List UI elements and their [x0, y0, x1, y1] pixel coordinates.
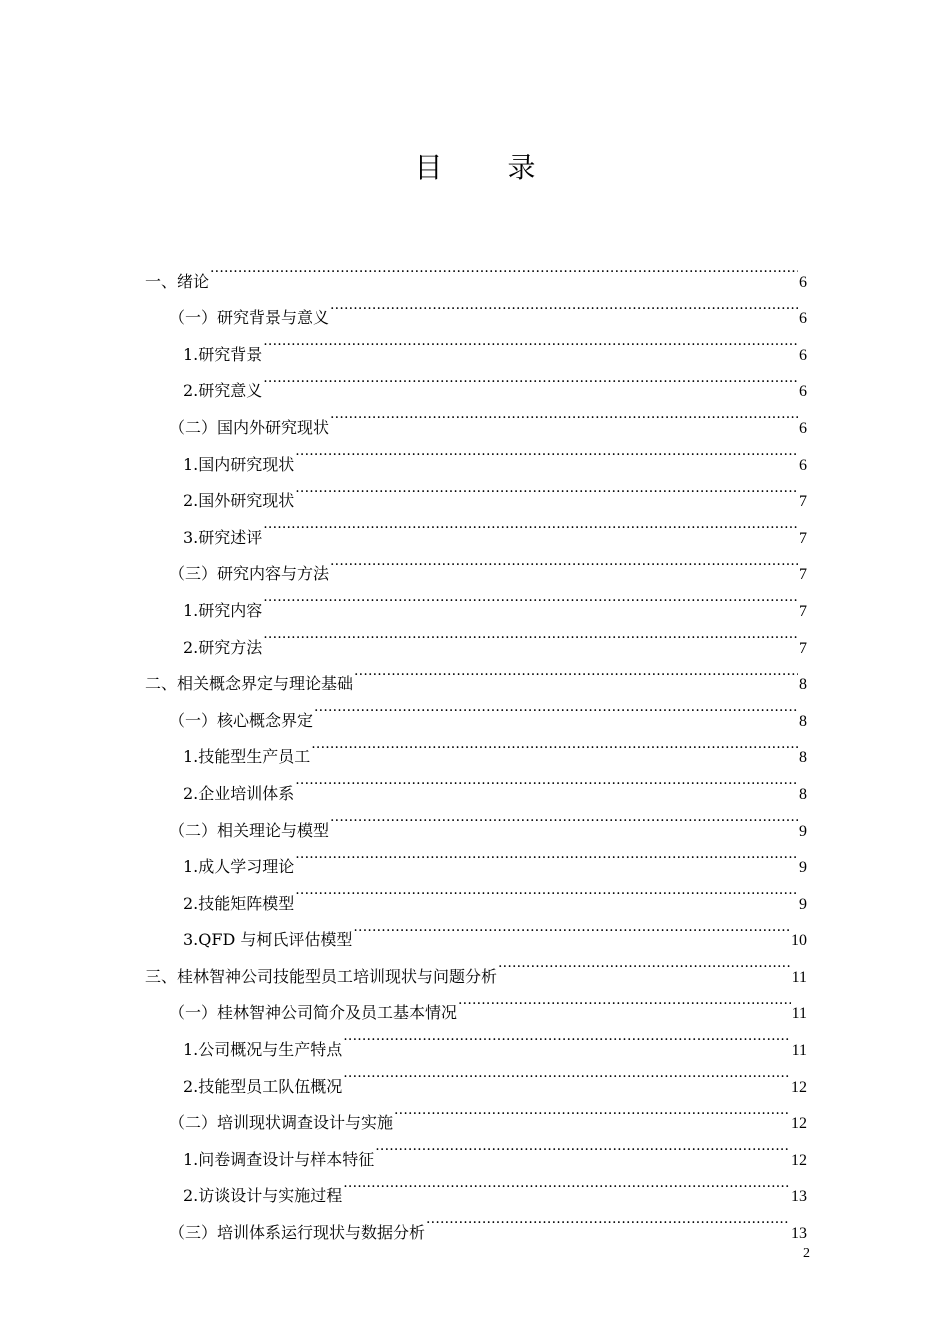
toc-leader-dots [314, 689, 798, 726]
toc-entry-label: 1.公司概况与生产特点 [183, 1040, 343, 1060]
table-of-contents [145, 250, 807, 1243]
toc-leader-dots [263, 360, 798, 397]
toc-leader-dots [263, 506, 798, 543]
toc-entry-label: （一）研究背景与意义 [169, 308, 330, 328]
toc-leader-dots [353, 909, 790, 946]
toc-entry-page: 11 [791, 1005, 807, 1023]
toc-entry-page: 7 [799, 566, 807, 584]
toc-entry-label: 一、绪论 [145, 271, 210, 291]
toc-entry-page: 6 [799, 310, 807, 328]
page-number: 2 [803, 1246, 810, 1261]
toc-entry[interactable] [145, 250, 807, 291]
toc-leader-dots [263, 323, 798, 360]
toc-entry-page: 6 [799, 419, 807, 437]
toc-entry[interactable] [145, 287, 807, 328]
toc-entry-page: 6 [799, 346, 807, 364]
toc-entry-page: 6 [799, 273, 807, 291]
toc-leader-dots [426, 1201, 790, 1238]
toc-entry-page: 6 [799, 456, 807, 474]
toc-entry-page: 13 [791, 1225, 807, 1243]
toc-entry-page: 7 [799, 639, 807, 657]
toc-entry-label: 1.技能型生产员工 [183, 747, 311, 767]
toc-entry-page: 7 [799, 602, 807, 620]
toc-entry-label: （二）相关理论与模型 [169, 820, 330, 840]
toc-entry-label: （三）培训体系运行现状与数据分析 [169, 1223, 426, 1243]
toc-entry-label: 2.研究意义 [183, 381, 263, 401]
toc-leader-dots [295, 762, 798, 799]
toc-entry-page: 11 [791, 968, 807, 986]
toc-entry-label: （一）核心概念界定 [169, 710, 314, 730]
toc-entry-page: 6 [799, 383, 807, 401]
toc-leader-dots [263, 616, 798, 653]
toc-entry-label: （二）培训现状调查设计与实施 [169, 1113, 394, 1133]
toc-entry-page: 8 [799, 676, 807, 694]
toc-entry-label: 二、相关概念界定与理论基础 [145, 674, 354, 694]
toc-entry-page: 9 [799, 859, 807, 877]
toc-entry-label: 2.研究方法 [183, 637, 263, 657]
toc-entry-label: 三、桂林智神公司技能型员工培训现状与问题分析 [145, 966, 498, 986]
toc-leader-dots [330, 287, 798, 324]
toc-entry-page: 12 [791, 1151, 807, 1169]
toc-entry-label: 3.研究述评 [183, 527, 263, 547]
toc-entry-page: 11 [791, 1042, 807, 1060]
toc-leader-dots [343, 1165, 790, 1202]
toc-leader-dots [330, 799, 798, 836]
toc-entry-page: 8 [799, 712, 807, 730]
toc-leader-dots [311, 726, 798, 763]
toc-entry-label: 2.企业培训体系 [183, 783, 295, 803]
toc-entry-page: 9 [799, 895, 807, 913]
toc-entry-label: 2.访谈设计与实施过程 [183, 1186, 343, 1206]
toc-leader-dots [263, 579, 798, 616]
toc-leader-dots [330, 543, 798, 580]
toc-entry-label: （一）桂林智神公司简介及员工基本情况 [169, 1003, 458, 1023]
toc-entry-label: 2.国外研究现状 [183, 491, 295, 511]
toc-leader-dots [295, 433, 798, 470]
toc-leader-dots [458, 982, 791, 1019]
page-title: 目 录 [414, 151, 564, 184]
toc-leader-dots [375, 1128, 790, 1165]
toc-leader-dots [295, 836, 798, 873]
toc-entry-page: 8 [799, 785, 807, 803]
toc-entry-label: 3.QFD 与柯氏评估模型 [183, 930, 353, 950]
toc-entry-page: 12 [791, 1115, 807, 1133]
toc-entry-page: 10 [791, 932, 807, 950]
toc-entry-page: 8 [799, 749, 807, 767]
toc-leader-dots [343, 1018, 790, 1055]
toc-entry-label: 1.成人学习理论 [183, 857, 295, 877]
toc-leader-dots [394, 1092, 790, 1129]
toc-entry-label: （三）研究内容与方法 [169, 564, 330, 584]
toc-entry-page: 7 [799, 493, 807, 511]
toc-entry-label: 2.技能矩阵模型 [183, 893, 295, 913]
toc-entry-page: 13 [791, 1188, 807, 1206]
toc-leader-dots [343, 1055, 790, 1092]
toc-leader-dots [354, 653, 798, 690]
toc-leader-dots [295, 470, 798, 507]
toc-entry-page: 7 [799, 529, 807, 547]
toc-entry-label: 2.技能型员工队伍概况 [183, 1076, 343, 1096]
toc-entry-label: 1.问卷调查设计与样本特征 [183, 1149, 375, 1169]
toc-leader-dots [330, 396, 798, 433]
toc-entry-page: 12 [791, 1078, 807, 1096]
toc-entry-page: 9 [799, 822, 807, 840]
toc-leader-dots [498, 945, 791, 982]
toc-entry-label: 1.研究内容 [183, 600, 263, 620]
toc-entry-label: 1.研究背景 [183, 344, 263, 364]
toc-entry-label: 1.国内研究现状 [183, 454, 295, 474]
toc-leader-dots [210, 250, 798, 287]
toc-entry-label: （二）国内外研究现状 [169, 417, 330, 437]
toc-leader-dots [295, 872, 798, 909]
